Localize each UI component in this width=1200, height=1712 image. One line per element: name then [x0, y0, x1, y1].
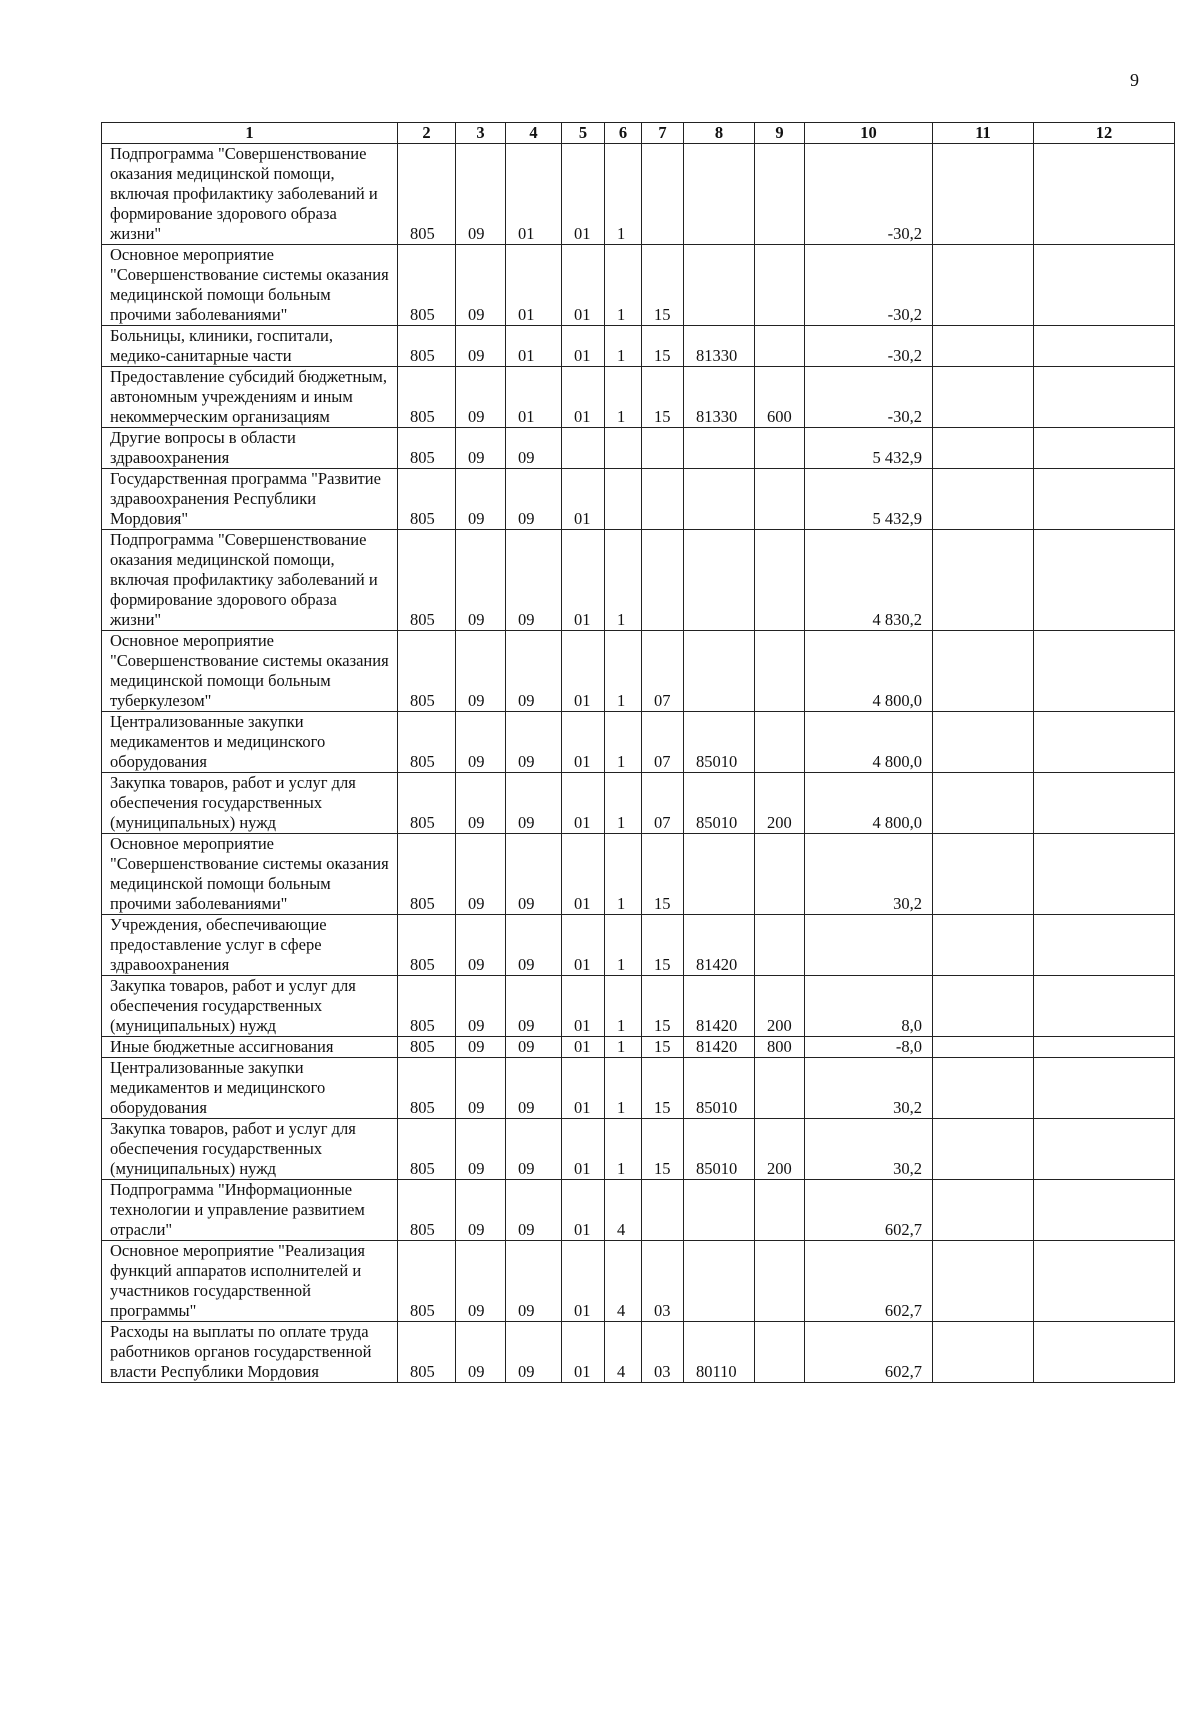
- code-direction-cell: [684, 245, 755, 326]
- amount-cell: 602,7: [805, 1241, 933, 1322]
- code-measure-cell: 15: [642, 1119, 684, 1180]
- budget-table: [101, 122, 1175, 1383]
- col-11-cell: [933, 834, 1034, 915]
- col-12-cell: [1034, 469, 1175, 530]
- code-subprogram-cell: 1: [605, 367, 642, 428]
- code-program-cell: 01: [562, 712, 605, 773]
- code-grbs-cell: 805: [398, 976, 456, 1037]
- code-expense-type-cell: 200: [755, 976, 805, 1037]
- code-subprogram-cell: [605, 469, 642, 530]
- code-program-cell: 01: [562, 915, 605, 976]
- code-expense-type-cell: [755, 245, 805, 326]
- code-section-cell: 09: [456, 326, 506, 367]
- code-direction-cell: 85010: [684, 712, 755, 773]
- col-11-cell: [933, 631, 1034, 712]
- table-row: [102, 1119, 1175, 1180]
- item-name-cell: Основное мероприятие "Совершенствование системы оказания медицинской помощи больным прочими заболеваниями": [102, 245, 398, 326]
- col-11-cell: [933, 469, 1034, 530]
- code-grbs-cell: 805: [398, 428, 456, 469]
- item-name-cell: Больницы, клиники, госпитали, медико-санитарные части: [102, 326, 398, 367]
- amount-cell: 4 800,0: [805, 773, 933, 834]
- code-program-cell: [562, 428, 605, 469]
- code-subprogram-cell: 1: [605, 1058, 642, 1119]
- code-grbs-cell: 805: [398, 834, 456, 915]
- code-subprogram-cell: 1: [605, 834, 642, 915]
- code-direction-cell: 81330: [684, 367, 755, 428]
- amount-cell: -30,2: [805, 367, 933, 428]
- code-subsection-cell: 09: [506, 1037, 562, 1058]
- column-header-4: 4: [506, 123, 562, 144]
- code-subsection-cell: 09: [506, 428, 562, 469]
- item-name-cell: Иные бюджетные ассигнования: [102, 1037, 398, 1058]
- code-direction-cell: 80110: [684, 1322, 755, 1383]
- item-name-cell: Подпрограмма "Совершенствование оказания медицинской помощи, включая профилактику заболеваний и формирование здорового образа жизни": [102, 144, 398, 245]
- code-section-cell: 09: [456, 915, 506, 976]
- code-section-cell: 09: [456, 1119, 506, 1180]
- table-row: [102, 1241, 1175, 1322]
- code-measure-cell: [642, 428, 684, 469]
- table-row: [102, 976, 1175, 1037]
- code-expense-type-cell: [755, 915, 805, 976]
- code-program-cell: 01: [562, 1037, 605, 1058]
- code-grbs-cell: 805: [398, 144, 456, 245]
- col-11-cell: [933, 1119, 1034, 1180]
- amount-cell: -8,0: [805, 1037, 933, 1058]
- code-measure-cell: [642, 1180, 684, 1241]
- column-header-12: 12: [1034, 123, 1175, 144]
- code-subprogram-cell: 1: [605, 1037, 642, 1058]
- item-name-cell: Расходы на выплаты по оплате труда работников органов государственной власти Республики Мордовия: [102, 1322, 398, 1383]
- code-subprogram-cell: 1: [605, 773, 642, 834]
- code-subsection-cell: 09: [506, 469, 562, 530]
- code-expense-type-cell: [755, 530, 805, 631]
- code-section-cell: 09: [456, 773, 506, 834]
- code-direction-cell: 85010: [684, 1119, 755, 1180]
- code-measure-cell: [642, 469, 684, 530]
- code-subprogram-cell: 4: [605, 1322, 642, 1383]
- col-12-cell: [1034, 1119, 1175, 1180]
- code-expense-type-cell: [755, 834, 805, 915]
- amount-cell: 5 432,9: [805, 469, 933, 530]
- item-name-cell: Основное мероприятие "Совершенствование системы оказания медицинской помощи больным прочими заболеваниями": [102, 834, 398, 915]
- table-row: [102, 631, 1175, 712]
- code-program-cell: 01: [562, 1180, 605, 1241]
- code-expense-type-cell: [755, 1322, 805, 1383]
- code-program-cell: 01: [562, 1322, 605, 1383]
- code-direction-cell: [684, 1180, 755, 1241]
- code-direction-cell: 85010: [684, 1058, 755, 1119]
- amount-cell: 4 830,2: [805, 530, 933, 631]
- code-expense-type-cell: [755, 326, 805, 367]
- column-header-8: 8: [684, 123, 755, 144]
- amount-cell: 30,2: [805, 834, 933, 915]
- code-program-cell: 01: [562, 1241, 605, 1322]
- code-grbs-cell: 805: [398, 530, 456, 631]
- table-row: [102, 1037, 1175, 1058]
- code-section-cell: 09: [456, 367, 506, 428]
- col-11-cell: [933, 1322, 1034, 1383]
- code-subsection-cell: 01: [506, 367, 562, 428]
- code-subsection-cell: 09: [506, 712, 562, 773]
- code-measure-cell: 03: [642, 1241, 684, 1322]
- code-measure-cell: 15: [642, 976, 684, 1037]
- code-direction-cell: [684, 631, 755, 712]
- col-12-cell: [1034, 245, 1175, 326]
- table-row: [102, 245, 1175, 326]
- code-grbs-cell: 805: [398, 773, 456, 834]
- code-measure-cell: [642, 144, 684, 245]
- code-section-cell: 09: [456, 530, 506, 631]
- code-program-cell: 01: [562, 631, 605, 712]
- amount-cell: 4 800,0: [805, 631, 933, 712]
- code-measure-cell: 15: [642, 834, 684, 915]
- amount-cell: -30,2: [805, 245, 933, 326]
- col-12-cell: [1034, 326, 1175, 367]
- code-direction-cell: [684, 834, 755, 915]
- code-direction-cell: 81330: [684, 326, 755, 367]
- table-row: [102, 144, 1175, 245]
- col-12-cell: [1034, 1322, 1175, 1383]
- code-program-cell: 01: [562, 367, 605, 428]
- code-subprogram-cell: 1: [605, 915, 642, 976]
- item-name-cell: Подпрограмма "Совершенствование оказания медицинской помощи, включая профилактику заболеваний и формирование здорового образа жизни": [102, 530, 398, 631]
- code-direction-cell: [684, 428, 755, 469]
- code-expense-type-cell: [755, 1241, 805, 1322]
- table-row: [102, 834, 1175, 915]
- code-program-cell: 01: [562, 469, 605, 530]
- code-grbs-cell: 805: [398, 631, 456, 712]
- code-program-cell: 01: [562, 530, 605, 631]
- header-row: [102, 123, 1175, 144]
- code-subsection-cell: 09: [506, 1180, 562, 1241]
- item-name-cell: Закупка товаров, работ и услуг для обеспечения государственных (муниципальных) нужд: [102, 773, 398, 834]
- table-row: [102, 326, 1175, 367]
- code-direction-cell: [684, 1241, 755, 1322]
- code-grbs-cell: 805: [398, 245, 456, 326]
- column-header-5: 5: [562, 123, 605, 144]
- code-subprogram-cell: 1: [605, 530, 642, 631]
- col-11-cell: [933, 428, 1034, 469]
- code-subsection-cell: 01: [506, 144, 562, 245]
- code-expense-type-cell: [755, 144, 805, 245]
- col-12-cell: [1034, 773, 1175, 834]
- code-expense-type-cell: 200: [755, 773, 805, 834]
- amount-cell: -30,2: [805, 326, 933, 367]
- code-section-cell: 09: [456, 144, 506, 245]
- code-grbs-cell: 805: [398, 915, 456, 976]
- code-section-cell: 09: [456, 976, 506, 1037]
- code-measure-cell: 15: [642, 1037, 684, 1058]
- amount-cell: -30,2: [805, 144, 933, 245]
- col-11-cell: [933, 773, 1034, 834]
- col-12-cell: [1034, 144, 1175, 245]
- code-measure-cell: 15: [642, 1058, 684, 1119]
- amount-cell: [805, 915, 933, 976]
- table-row: [102, 773, 1175, 834]
- code-expense-type-cell: 800: [755, 1037, 805, 1058]
- table-row: [102, 1180, 1175, 1241]
- code-direction-cell: [684, 144, 755, 245]
- col-11-cell: [933, 915, 1034, 976]
- code-measure-cell: 15: [642, 915, 684, 976]
- code-measure-cell: 07: [642, 712, 684, 773]
- code-grbs-cell: 805: [398, 469, 456, 530]
- code-grbs-cell: 805: [398, 712, 456, 773]
- code-measure-cell: [642, 530, 684, 631]
- column-header-7: 7: [642, 123, 684, 144]
- code-program-cell: 01: [562, 1058, 605, 1119]
- code-subsection-cell: 09: [506, 1322, 562, 1383]
- code-grbs-cell: 805: [398, 1241, 456, 1322]
- table-row: [102, 915, 1175, 976]
- col-12-cell: [1034, 530, 1175, 631]
- col-11-cell: [933, 144, 1034, 245]
- code-subsection-cell: 09: [506, 915, 562, 976]
- code-measure-cell: 07: [642, 631, 684, 712]
- code-measure-cell: 15: [642, 245, 684, 326]
- column-header-3: 3: [456, 123, 506, 144]
- item-name-cell: Централизованные закупки медикаментов и медицинского оборудования: [102, 712, 398, 773]
- code-program-cell: 01: [562, 1119, 605, 1180]
- code-section-cell: 09: [456, 1322, 506, 1383]
- code-measure-cell: 15: [642, 367, 684, 428]
- page-number: 9: [1130, 70, 1139, 90]
- code-subprogram-cell: 1: [605, 631, 642, 712]
- code-subsection-cell: 09: [506, 1119, 562, 1180]
- col-11-cell: [933, 530, 1034, 631]
- code-subprogram-cell: 1: [605, 326, 642, 367]
- code-subprogram-cell: [605, 428, 642, 469]
- code-subprogram-cell: 4: [605, 1180, 642, 1241]
- code-subsection-cell: 09: [506, 1058, 562, 1119]
- code-subsection-cell: 01: [506, 245, 562, 326]
- code-program-cell: 01: [562, 144, 605, 245]
- col-11-cell: [933, 712, 1034, 773]
- table-row: [102, 712, 1175, 773]
- code-direction-cell: 81420: [684, 1037, 755, 1058]
- column-header-2: 2: [398, 123, 456, 144]
- code-section-cell: 09: [456, 1058, 506, 1119]
- code-subprogram-cell: 1: [605, 976, 642, 1037]
- col-11-cell: [933, 1180, 1034, 1241]
- code-section-cell: 09: [456, 245, 506, 326]
- item-name-cell: Закупка товаров, работ и услуг для обеспечения государственных (муниципальных) нужд: [102, 1119, 398, 1180]
- code-expense-type-cell: 200: [755, 1119, 805, 1180]
- code-expense-type-cell: [755, 1058, 805, 1119]
- amount-cell: 5 432,9: [805, 428, 933, 469]
- col-11-cell: [933, 976, 1034, 1037]
- column-header-11: 11: [933, 123, 1034, 144]
- col-11-cell: [933, 326, 1034, 367]
- code-program-cell: 01: [562, 773, 605, 834]
- col-12-cell: [1034, 712, 1175, 773]
- col-12-cell: [1034, 367, 1175, 428]
- code-expense-type-cell: [755, 1180, 805, 1241]
- code-subprogram-cell: 1: [605, 712, 642, 773]
- item-name-cell: Основное мероприятие "Совершенствование системы оказания медицинской помощи больным туберкулезом": [102, 631, 398, 712]
- code-expense-type-cell: 600: [755, 367, 805, 428]
- col-12-cell: [1034, 834, 1175, 915]
- col-12-cell: [1034, 631, 1175, 712]
- code-measure-cell: 07: [642, 773, 684, 834]
- code-subsection-cell: 09: [506, 834, 562, 915]
- amount-cell: 30,2: [805, 1058, 933, 1119]
- code-program-cell: 01: [562, 326, 605, 367]
- code-expense-type-cell: [755, 469, 805, 530]
- code-grbs-cell: 805: [398, 367, 456, 428]
- item-name-cell: Государственная программа "Развитие здравоохранения Республики Мордовия": [102, 469, 398, 530]
- code-grbs-cell: 805: [398, 1058, 456, 1119]
- code-section-cell: 09: [456, 428, 506, 469]
- amount-cell: 602,7: [805, 1180, 933, 1241]
- code-section-cell: 09: [456, 834, 506, 915]
- code-program-cell: 01: [562, 245, 605, 326]
- col-11-cell: [933, 1241, 1034, 1322]
- amount-cell: 30,2: [805, 1119, 933, 1180]
- column-header-1: 1: [102, 123, 398, 144]
- table-row: [102, 367, 1175, 428]
- code-direction-cell: 81420: [684, 915, 755, 976]
- col-12-cell: [1034, 1180, 1175, 1241]
- code-expense-type-cell: [755, 631, 805, 712]
- col-12-cell: [1034, 428, 1175, 469]
- table-row: [102, 1322, 1175, 1383]
- item-name-cell: Основное мероприятие "Реализация функций аппаратов исполнителей и участников государственной программы": [102, 1241, 398, 1322]
- code-grbs-cell: 805: [398, 1037, 456, 1058]
- code-subprogram-cell: 1: [605, 1119, 642, 1180]
- code-measure-cell: 15: [642, 326, 684, 367]
- code-direction-cell: [684, 469, 755, 530]
- column-header-10: 10: [805, 123, 933, 144]
- column-header-9: 9: [755, 123, 805, 144]
- item-name-cell: Другие вопросы в области здравоохранения: [102, 428, 398, 469]
- code-direction-cell: 81420: [684, 976, 755, 1037]
- code-section-cell: 09: [456, 1037, 506, 1058]
- code-program-cell: 01: [562, 976, 605, 1037]
- code-section-cell: 09: [456, 1241, 506, 1322]
- code-subprogram-cell: 1: [605, 144, 642, 245]
- code-subsection-cell: 09: [506, 631, 562, 712]
- code-direction-cell: [684, 530, 755, 631]
- code-subsection-cell: 01: [506, 326, 562, 367]
- code-expense-type-cell: [755, 428, 805, 469]
- code-expense-type-cell: [755, 712, 805, 773]
- amount-cell: 8,0: [805, 976, 933, 1037]
- code-grbs-cell: 805: [398, 1322, 456, 1383]
- amount-cell: 4 800,0: [805, 712, 933, 773]
- col-11-cell: [933, 367, 1034, 428]
- code-program-cell: 01: [562, 834, 605, 915]
- code-section-cell: 09: [456, 1180, 506, 1241]
- col-11-cell: [933, 245, 1034, 326]
- col-11-cell: [933, 1037, 1034, 1058]
- item-name-cell: Предоставление субсидий бюджетным, автономным учреждениям и иным некоммерческим организациям: [102, 367, 398, 428]
- col-12-cell: [1034, 1037, 1175, 1058]
- table-row: [102, 530, 1175, 631]
- code-measure-cell: 03: [642, 1322, 684, 1383]
- code-direction-cell: 85010: [684, 773, 755, 834]
- code-grbs-cell: 805: [398, 1180, 456, 1241]
- table-row: [102, 428, 1175, 469]
- col-11-cell: [933, 1058, 1034, 1119]
- code-section-cell: 09: [456, 469, 506, 530]
- column-header-6: 6: [605, 123, 642, 144]
- item-name-cell: Закупка товаров, работ и услуг для обеспечения государственных (муниципальных) нужд: [102, 976, 398, 1037]
- table-row: [102, 1058, 1175, 1119]
- col-12-cell: [1034, 976, 1175, 1037]
- col-12-cell: [1034, 1241, 1175, 1322]
- code-subsection-cell: 09: [506, 1241, 562, 1322]
- code-section-cell: 09: [456, 631, 506, 712]
- code-grbs-cell: 805: [398, 326, 456, 367]
- item-name-cell: Централизованные закупки медикаментов и медицинского оборудования: [102, 1058, 398, 1119]
- code-section-cell: 09: [456, 712, 506, 773]
- code-grbs-cell: 805: [398, 1119, 456, 1180]
- code-subsection-cell: 09: [506, 976, 562, 1037]
- code-subsection-cell: 09: [506, 530, 562, 631]
- item-name-cell: Учреждения, обеспечивающие предоставление услуг в сфере здравоохранения: [102, 915, 398, 976]
- code-subprogram-cell: 4: [605, 1241, 642, 1322]
- code-subprogram-cell: 1: [605, 245, 642, 326]
- col-12-cell: [1034, 915, 1175, 976]
- code-subsection-cell: 09: [506, 773, 562, 834]
- item-name-cell: Подпрограмма "Информационные технологии и управление развитием отрасли": [102, 1180, 398, 1241]
- amount-cell: 602,7: [805, 1322, 933, 1383]
- table-row: [102, 469, 1175, 530]
- col-12-cell: [1034, 1058, 1175, 1119]
